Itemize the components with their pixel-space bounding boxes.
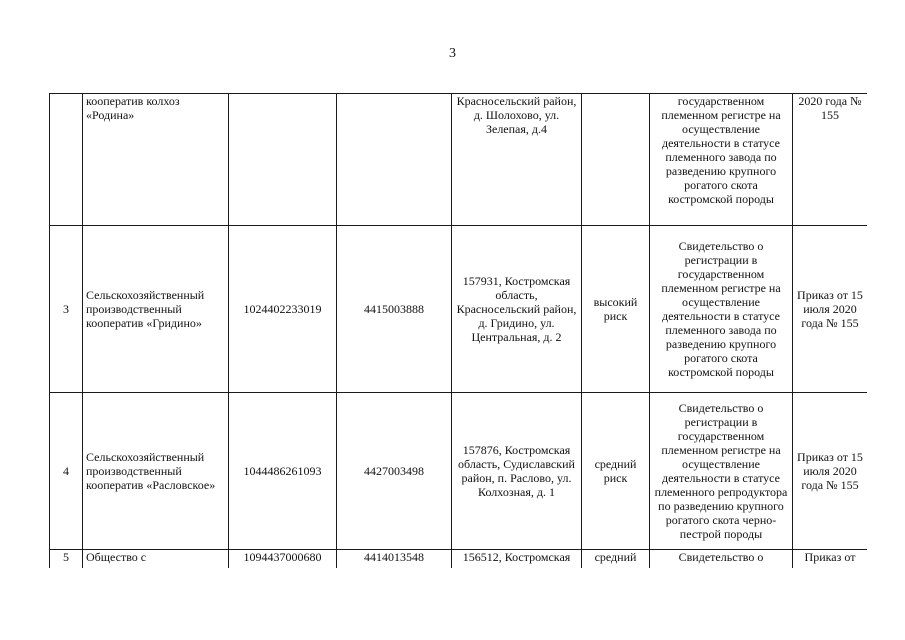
cell-risk: средний риск <box>582 393 650 550</box>
cell-inn <box>337 94 452 226</box>
cell-order: Приказ от 15 июля 2020 года № 155 <box>793 393 868 550</box>
cell-document: государственном племенном регистре на осуществление деятельности в статусе племенного завода по разведению крупного рогатого скота костромской породы <box>650 94 793 226</box>
cell-inn: 4414013548 <box>337 550 452 569</box>
cell-inn: 4427003498 <box>337 393 452 550</box>
cell-document: Свидетельство о регистрации в государственном племенном регистре на осуществление деятельности в статусе племенного завода по разведению крупного рогатого скота костромской породы <box>650 226 793 393</box>
cell-name: Сельскохозяйственный производственный кооператив «Расловское» <box>83 393 229 550</box>
page-number: 3 <box>449 46 456 61</box>
cell-num: 5 <box>50 550 83 569</box>
cell-document: Свидетельство о <box>650 550 793 569</box>
cell-num: 4 <box>50 393 83 550</box>
cell-name: кооператив колхоз «Родина» <box>83 94 229 226</box>
table-row <box>50 94 868 226</box>
cell-document: Свидетельство о регистрации в государственном племенном регистре на осуществление деятельности в статусе племенного репродуктора по разведению крупного рогатого скота черно-пестрой породы <box>650 393 793 550</box>
cell-address: 156512, Костромская <box>452 550 582 569</box>
cell-order: Приказ от 15 июля 2020 года № 155 <box>793 226 868 393</box>
cell-num <box>50 94 83 226</box>
cell-risk: высокий риск <box>582 226 650 393</box>
table-row <box>50 550 868 569</box>
cell-ogrn <box>229 94 337 226</box>
registry-table <box>49 93 867 568</box>
cell-name: Сельскохозяйственный производственный кооператив «Гридино» <box>83 226 229 393</box>
cell-ogrn: 1024402233019 <box>229 226 337 393</box>
cell-num: 3 <box>50 226 83 393</box>
table-row <box>50 393 868 550</box>
registry-table-container <box>49 93 867 568</box>
cell-name: Общество с <box>83 550 229 569</box>
cell-order: Приказ от <box>793 550 868 569</box>
cell-risk <box>582 94 650 226</box>
cell-address: 157876, Костромская область, Судиславский район, п. Раслово, ул. Колхозная, д. 1 <box>452 393 582 550</box>
table-row <box>50 226 868 393</box>
cell-inn: 4415003888 <box>337 226 452 393</box>
cell-address: Красносельский район, д. Шолохово, ул. Зелепая, д.4 <box>452 94 582 226</box>
cell-order: 2020 года № 155 <box>793 94 868 226</box>
cell-address: 157931, Костромская область, Красносельский район, д. Гридино, ул. Центральная, д. 2 <box>452 226 582 393</box>
cell-ogrn: 1094437000680 <box>229 550 337 569</box>
cell-risk: средний <box>582 550 650 569</box>
cell-ogrn: 1044486261093 <box>229 393 337 550</box>
